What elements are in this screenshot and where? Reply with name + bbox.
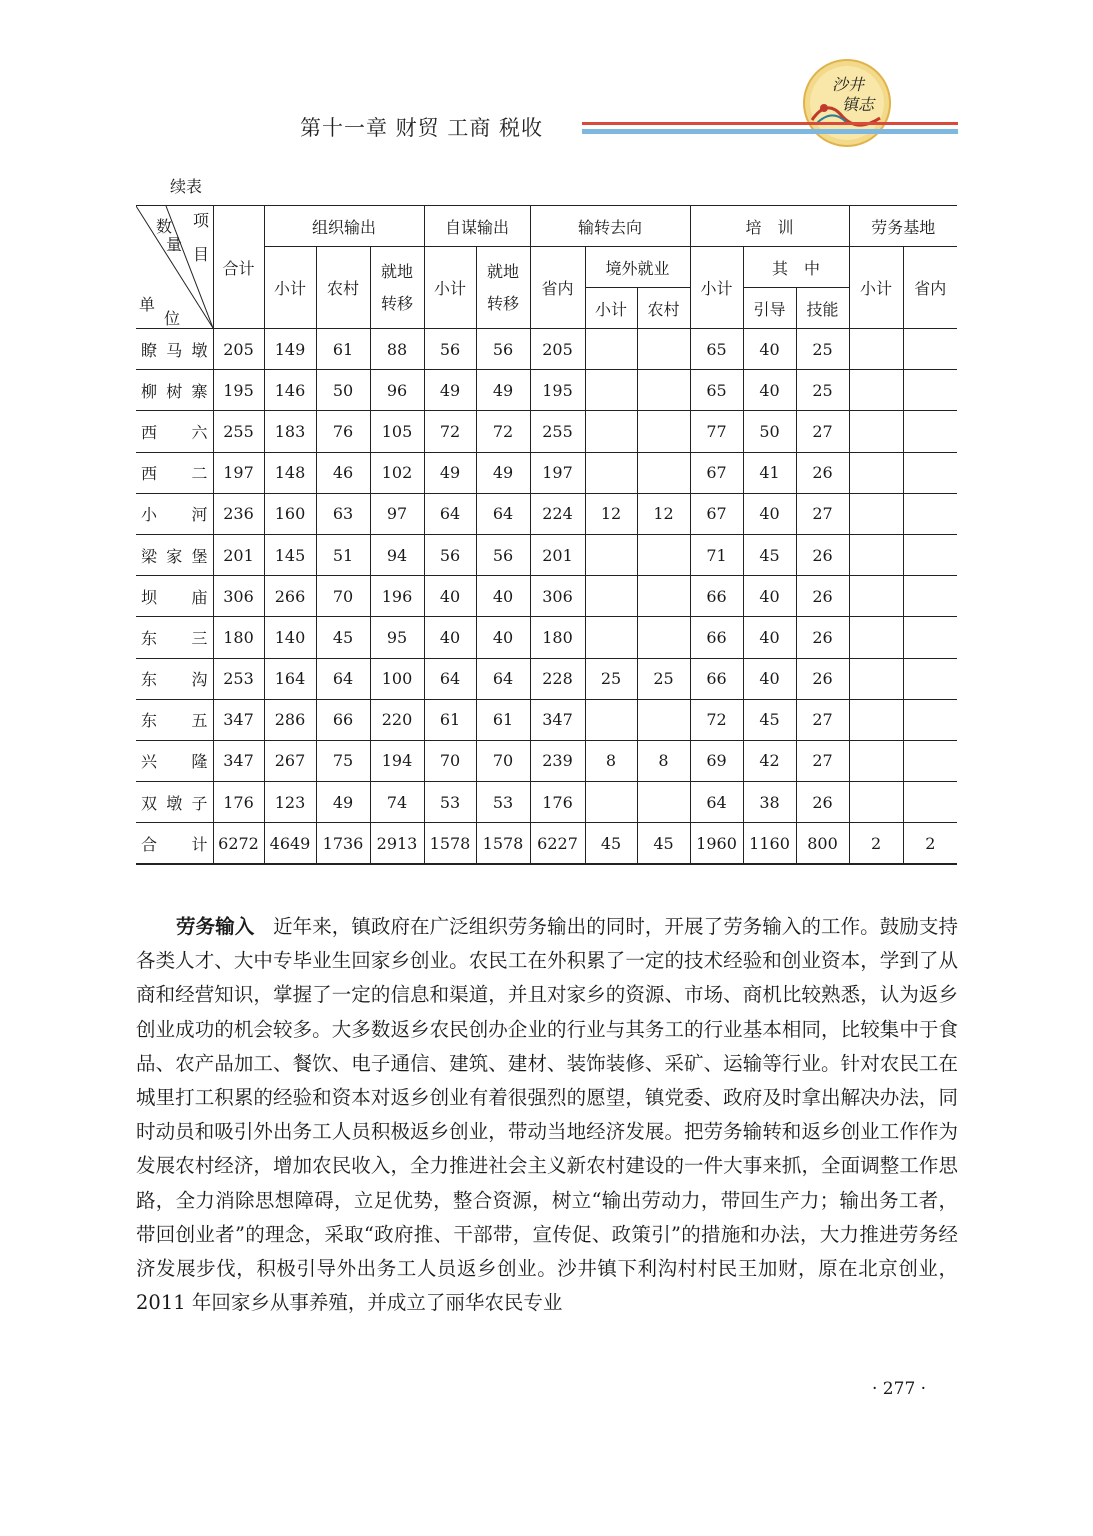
table-cell: 75 [316, 740, 370, 781]
body-paragraph [136, 910, 958, 1320]
corner-label-item-1: 项 [193, 211, 210, 230]
table-row [136, 452, 957, 493]
row-unit-name: 坝 庙 [136, 576, 213, 617]
table-cell: 196 [370, 576, 424, 617]
table-cell [903, 617, 957, 658]
table-cell: 176 [213, 782, 264, 823]
table-cell: 51 [316, 534, 370, 575]
table-cell: 61 [476, 699, 530, 740]
logo-text-line1: 沙井 [831, 75, 865, 94]
table-cell: 45 [637, 823, 690, 865]
header-base-in-province: 省内 [903, 247, 957, 329]
table-cell [637, 782, 690, 823]
row-unit-name: 东 沟 [136, 658, 213, 699]
table-cell [903, 493, 957, 534]
table-cell: 40 [743, 329, 796, 370]
local-transfer-line2: 转移 [380, 293, 413, 313]
table-cell: 26 [796, 658, 849, 699]
table-cell [903, 370, 957, 411]
table-cell: 228 [530, 658, 585, 699]
paragraph-text: 近年来，镇政府在广泛组织劳务输出的同时，开展了劳务输入的工作。鼓励支持各类人才、大中专毕业生回家乡创业。农民工在外积累了一定的技术经验和创业资本，学到了从商和经营知识，掌握了一定的信息和渠道，并且对家乡的资源、市场、商机比较熟悉，认为返乡创业成功的机会较多。大多数返乡农民创办企业的行业与其务工的行业基本相同，比较集中于食品、农产品加工、餐饮、电子通信、建筑、建材、装饰装修、采矿、运输等行业。针对农民工在城里打工积累的经验和资本对返乡创业有着很强烈的愿望，镇党委、政府及时拿出解决办法，同时动员和吸引外出务工人员积极返乡创业，带动当地经济发展。把劳务输转和返乡创业工作作为发展农村经济，增加农民收入，全力推进社会主义新农村建设的一件大事来抓，全面调整工作思路，全力消除思想障碍，立足优势，整合资源，树立“输出劳动力，带回生产力；输出务工者，带回创业者”的理念，采取“政府推、干部带，宣传促、政策引”的措施和办法，大力推进劳务经济发展步伐，积极引导外出务工人员返乡创业。沙井镇下利沟村村民王加财，原在北京创业，2011 年回家乡从事养殖，并成立了丽华农民专业 [136, 915, 958, 1315]
table-cell: 70 [476, 740, 530, 781]
table-cell [903, 782, 957, 823]
table-cell: 40 [476, 617, 530, 658]
table-cell: 61 [424, 699, 476, 740]
table-cell: 26 [796, 617, 849, 658]
header-training-subtotal: 小计 [690, 247, 743, 329]
table-cell: 72 [476, 411, 530, 452]
table-cell: 64 [476, 658, 530, 699]
table-cell: 65 [690, 370, 743, 411]
table-cell [585, 782, 637, 823]
table-cell: 267 [264, 740, 316, 781]
table-cell: 195 [530, 370, 585, 411]
table-cell [637, 576, 690, 617]
table-cell: 42 [743, 740, 796, 781]
header-org-local-transfer [370, 247, 424, 329]
table-cell [637, 534, 690, 575]
table-cell: 25 [637, 658, 690, 699]
table-cell: 64 [424, 658, 476, 699]
table-cell: 146 [264, 370, 316, 411]
table-cell: 49 [424, 370, 476, 411]
corner-label-unit-2: 位 [164, 309, 181, 328]
table-row [136, 411, 957, 452]
table-cell [903, 452, 957, 493]
table-row [136, 658, 957, 699]
table-cell: 70 [424, 740, 476, 781]
table-cell: 64 [476, 493, 530, 534]
page-header [0, 0, 1093, 160]
corner-label-quantity-2: 量 [166, 235, 183, 254]
table-cell: 26 [796, 534, 849, 575]
table-cell: 197 [530, 452, 585, 493]
table-cell [849, 576, 903, 617]
table-cell: 180 [213, 617, 264, 658]
table-corner-header [136, 206, 213, 329]
table-cell: 49 [424, 452, 476, 493]
table-cell: 224 [530, 493, 585, 534]
table-cell: 66 [690, 617, 743, 658]
table-cell [849, 617, 903, 658]
table-cell: 66 [316, 699, 370, 740]
table-cell [903, 329, 957, 370]
chapter-title: 第十一章 财贸 工商 税收 [300, 116, 544, 140]
header-total: 合计 [213, 206, 264, 329]
table-cell: 220 [370, 699, 424, 740]
local-transfer-line1: 就地 [380, 261, 413, 281]
table-row [136, 823, 957, 865]
table-cell: 160 [264, 493, 316, 534]
table-cell: 347 [213, 699, 264, 740]
table-cell: 69 [690, 740, 743, 781]
table-cell: 40 [743, 658, 796, 699]
table-cell [849, 658, 903, 699]
table-cell: 77 [690, 411, 743, 452]
table-cell: 64 [424, 493, 476, 534]
table-cell [585, 576, 637, 617]
paragraph-lead-term: 劳务输入 [176, 915, 255, 938]
header-rule-red [582, 122, 958, 125]
table-cell: 40 [424, 617, 476, 658]
header-rule-blue [582, 129, 958, 134]
table-cell: 140 [264, 617, 316, 658]
table-cell: 149 [264, 329, 316, 370]
table-cell: 1578 [476, 823, 530, 865]
table-cell [637, 617, 690, 658]
table-cell: 164 [264, 658, 316, 699]
table-cell: 1160 [743, 823, 796, 865]
table-cell: 266 [264, 576, 316, 617]
table-cell [585, 411, 637, 452]
table-cell [585, 452, 637, 493]
header-abroad-rural: 农村 [637, 288, 690, 329]
table-cell: 66 [690, 576, 743, 617]
town-chronicle-logo [802, 58, 892, 148]
table-cell: 1736 [316, 823, 370, 865]
table-cell: 72 [690, 699, 743, 740]
table-cell: 239 [530, 740, 585, 781]
header-self-output: 自谋输出 [424, 206, 530, 247]
table-row [136, 370, 957, 411]
table-cell: 45 [316, 617, 370, 658]
table-cell [849, 493, 903, 534]
table-cell: 53 [476, 782, 530, 823]
table-cell: 347 [213, 740, 264, 781]
table-cell: 306 [530, 576, 585, 617]
table-cell: 40 [743, 493, 796, 534]
table-cell: 67 [690, 493, 743, 534]
table-body [136, 329, 957, 865]
self-local-transfer-line1: 就地 [487, 261, 520, 281]
table-cell: 56 [424, 329, 476, 370]
table-cell [637, 370, 690, 411]
table-row [136, 329, 957, 370]
table-cell [849, 411, 903, 452]
table-cell: 40 [743, 370, 796, 411]
logo-text-line2: 镇志 [841, 95, 875, 114]
table-cell: 8 [637, 740, 690, 781]
table-cell: 26 [796, 576, 849, 617]
table-cell: 38 [743, 782, 796, 823]
table-cell: 64 [690, 782, 743, 823]
table-row [136, 740, 957, 781]
table-cell [849, 782, 903, 823]
table-cell: 53 [424, 782, 476, 823]
table-cell: 70 [316, 576, 370, 617]
row-unit-name: 西 六 [136, 411, 213, 452]
table-cell: 56 [476, 534, 530, 575]
table-row [136, 782, 957, 823]
header-in-province: 省内 [530, 247, 585, 329]
table-cell [637, 699, 690, 740]
table-cell [585, 370, 637, 411]
table-cell: 27 [796, 699, 849, 740]
table-cell: 2 [903, 823, 957, 865]
header-training: 培 训 [690, 206, 849, 247]
row-unit-name: 兴 隆 [136, 740, 213, 781]
table-cell: 76 [316, 411, 370, 452]
table-cell: 40 [743, 617, 796, 658]
header-org-rural: 农村 [316, 247, 370, 329]
page-number: · 277 · [872, 1379, 927, 1399]
table-cell [903, 576, 957, 617]
row-unit-name: 瞭马墩 [136, 329, 213, 370]
table-cell: 27 [796, 493, 849, 534]
row-unit-name: 东 五 [136, 699, 213, 740]
table-cell [849, 699, 903, 740]
row-unit-name: 柳树寨 [136, 370, 213, 411]
table-cell: 195 [213, 370, 264, 411]
table-cell: 45 [585, 823, 637, 865]
table-cell: 6227 [530, 823, 585, 865]
table-cell: 45 [743, 534, 796, 575]
table-row [136, 617, 957, 658]
row-unit-name: 小 河 [136, 493, 213, 534]
header-guidance: 引导 [743, 288, 796, 329]
table-cell: 50 [316, 370, 370, 411]
table-cell [849, 452, 903, 493]
table-cell: 2913 [370, 823, 424, 865]
table-cell: 148 [264, 452, 316, 493]
table-cell: 1578 [424, 823, 476, 865]
header-org-subtotal: 小计 [264, 247, 316, 329]
table-cell: 1960 [690, 823, 743, 865]
table-cell: 8 [585, 740, 637, 781]
table-cell: 40 [743, 576, 796, 617]
table-cell: 61 [316, 329, 370, 370]
table-cell [585, 699, 637, 740]
table-cell: 88 [370, 329, 424, 370]
table-cell: 2 [849, 823, 903, 865]
table-cell: 27 [796, 740, 849, 781]
table-cell: 49 [476, 452, 530, 493]
table-cell: 201 [213, 534, 264, 575]
table-cell: 236 [213, 493, 264, 534]
table-cell: 40 [476, 576, 530, 617]
table-cell: 95 [370, 617, 424, 658]
table-cell [637, 411, 690, 452]
self-local-transfer-line2: 转移 [487, 293, 520, 313]
row-unit-name: 双墩子 [136, 782, 213, 823]
header-labor-base: 劳务基地 [849, 206, 957, 247]
table-cell: 46 [316, 452, 370, 493]
table-cell [903, 534, 957, 575]
corner-label-quantity-1: 数 [156, 217, 173, 236]
table-cell [585, 534, 637, 575]
table-cell: 27 [796, 411, 849, 452]
table-cell: 105 [370, 411, 424, 452]
table-cell: 102 [370, 452, 424, 493]
continuation-label: 续表 [170, 177, 203, 196]
table-cell [637, 452, 690, 493]
row-unit-name: 西 二 [136, 452, 213, 493]
table-cell: 180 [530, 617, 585, 658]
table-cell: 183 [264, 411, 316, 452]
header-org-output: 组织输出 [264, 206, 424, 247]
header-base-subtotal: 小计 [849, 247, 903, 329]
table-cell: 205 [213, 329, 264, 370]
table-cell: 49 [476, 370, 530, 411]
table-cell: 96 [370, 370, 424, 411]
header-self-subtotal: 小计 [424, 247, 476, 329]
table-cell: 194 [370, 740, 424, 781]
table-cell: 253 [213, 658, 264, 699]
table-cell [903, 658, 957, 699]
table-cell: 25 [585, 658, 637, 699]
table-cell [849, 740, 903, 781]
table-cell: 12 [637, 493, 690, 534]
table-cell: 74 [370, 782, 424, 823]
table-cell: 800 [796, 823, 849, 865]
table-cell: 45 [743, 699, 796, 740]
corner-label-item-2: 目 [193, 245, 210, 264]
table-cell: 12 [585, 493, 637, 534]
table-cell: 72 [424, 411, 476, 452]
table-cell: 25 [796, 329, 849, 370]
table-cell: 176 [530, 782, 585, 823]
table-cell [637, 329, 690, 370]
header-abroad-employment: 境外就业 [585, 247, 690, 288]
header-skill: 技能 [796, 288, 849, 329]
table-cell [903, 699, 957, 740]
table-cell: 123 [264, 782, 316, 823]
table-cell: 4649 [264, 823, 316, 865]
header-transfer-direction: 输转去向 [530, 206, 690, 247]
table-cell: 26 [796, 452, 849, 493]
table-cell: 26 [796, 782, 849, 823]
table-cell: 255 [213, 411, 264, 452]
row-unit-name: 合 计 [136, 823, 213, 865]
table-cell: 40 [424, 576, 476, 617]
table-cell: 64 [316, 658, 370, 699]
table-cell: 255 [530, 411, 585, 452]
table-cell: 94 [370, 534, 424, 575]
table-cell [849, 534, 903, 575]
table-cell: 145 [264, 534, 316, 575]
table-cell: 67 [690, 452, 743, 493]
corner-label-unit-1: 单 [139, 295, 156, 314]
table-cell: 100 [370, 658, 424, 699]
table-cell [585, 617, 637, 658]
table-cell: 50 [743, 411, 796, 452]
table-row [136, 534, 957, 575]
table-cell: 97 [370, 493, 424, 534]
row-unit-name: 梁家堡 [136, 534, 213, 575]
table-cell [849, 370, 903, 411]
table-cell: 71 [690, 534, 743, 575]
table-cell: 201 [530, 534, 585, 575]
header-abroad-subtotal: 小计 [585, 288, 637, 329]
header-self-local-transfer [476, 247, 530, 329]
table-cell: 205 [530, 329, 585, 370]
table-cell: 65 [690, 329, 743, 370]
table-cell: 41 [743, 452, 796, 493]
table-cell [903, 411, 957, 452]
table-cell: 63 [316, 493, 370, 534]
table-cell: 49 [316, 782, 370, 823]
table-cell: 56 [424, 534, 476, 575]
table-row [136, 576, 957, 617]
table-cell: 66 [690, 658, 743, 699]
table-cell [585, 329, 637, 370]
row-unit-name: 东 三 [136, 617, 213, 658]
table-cell [849, 329, 903, 370]
header-of-which: 其 中 [743, 247, 849, 288]
table-cell: 56 [476, 329, 530, 370]
table-cell: 286 [264, 699, 316, 740]
table-row [136, 493, 957, 534]
table-cell: 25 [796, 370, 849, 411]
table-cell [903, 740, 957, 781]
table-cell: 197 [213, 452, 264, 493]
table-cell: 306 [213, 576, 264, 617]
table-cell: 347 [530, 699, 585, 740]
table-cell: 6272 [213, 823, 264, 865]
labor-statistics-table [136, 205, 957, 865]
table-row [136, 699, 957, 740]
